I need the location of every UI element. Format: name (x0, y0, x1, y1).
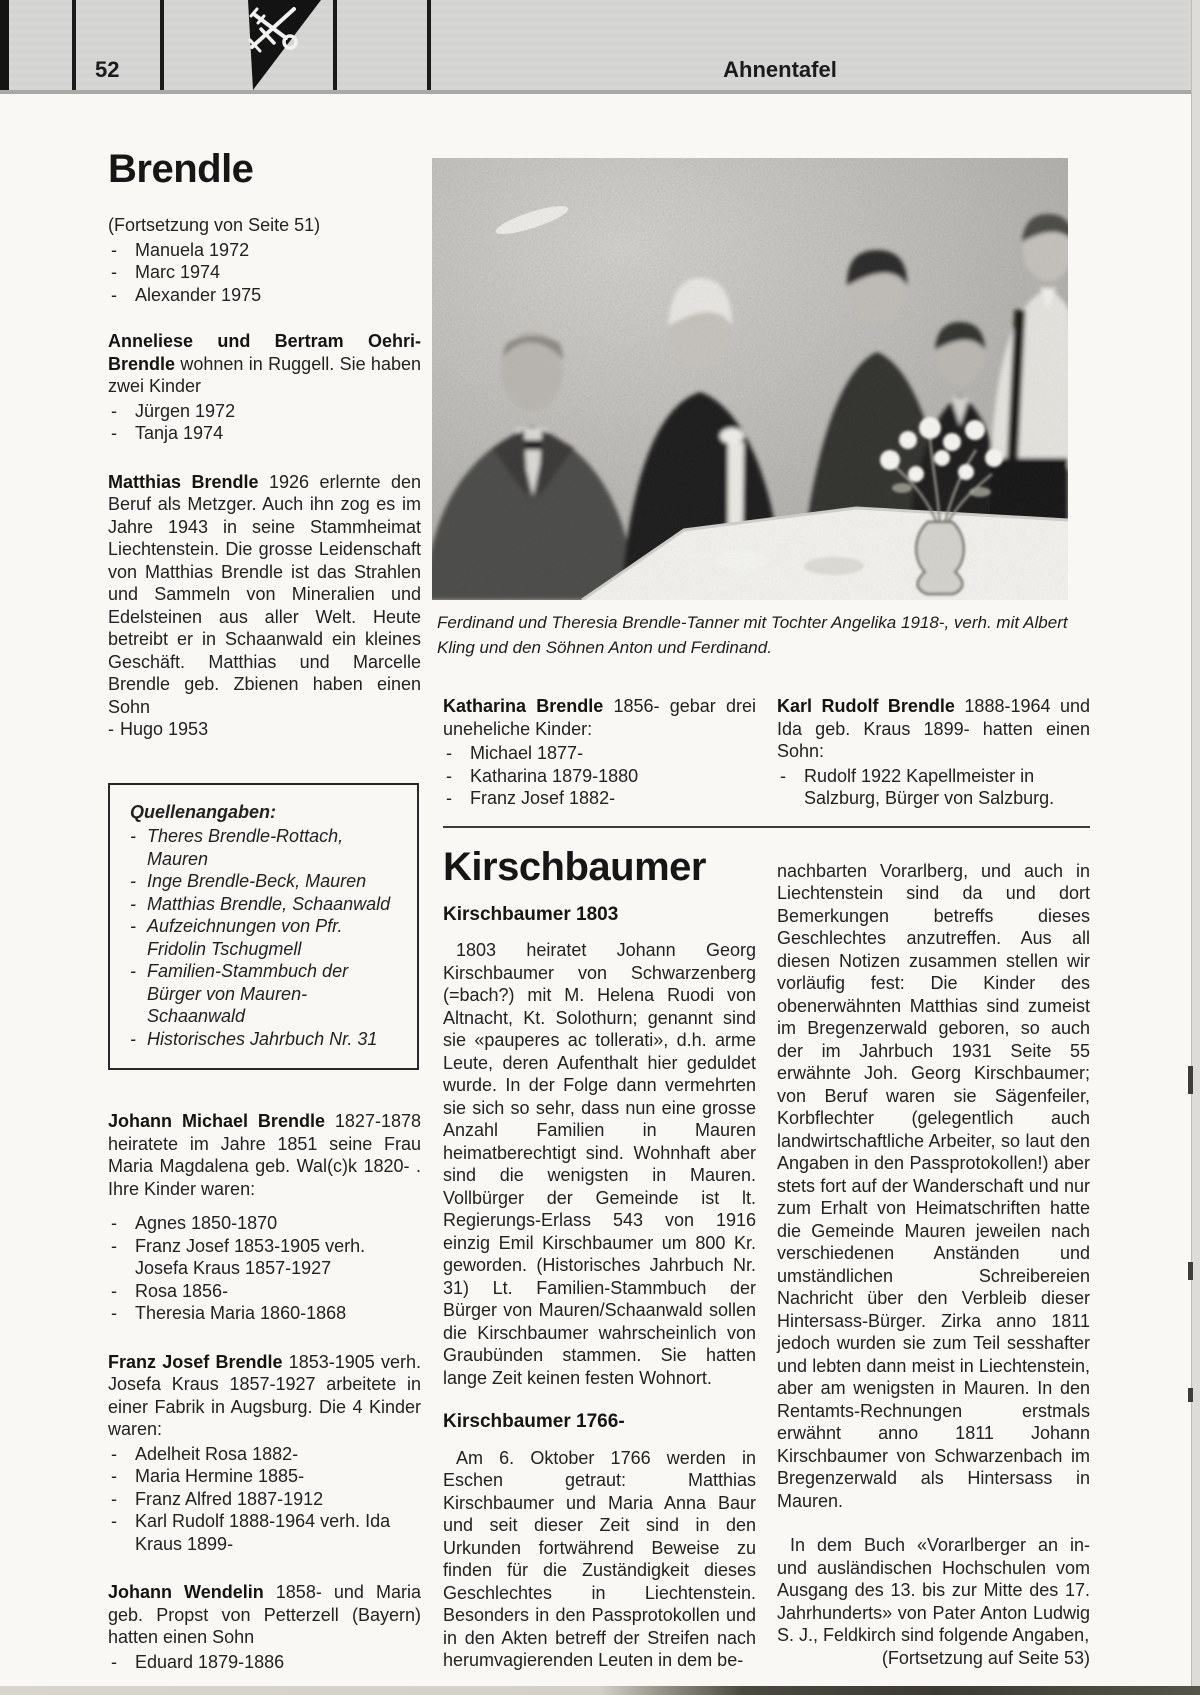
source-item: - Theres Brendle-Rottach, Mauren (130, 825, 403, 870)
family-title-kirschbaumer: Kirschbaumer (443, 844, 706, 889)
right-column (777, 695, 1090, 1669)
paragraph-text: 1858- und Maria geb. Propst von Petterzell (Bayern) hatten einen Sohn (108, 1582, 421, 1647)
header-divider (333, 0, 337, 90)
spacer (108, 1325, 421, 1351)
children-list (108, 1651, 421, 1674)
children-list (108, 1212, 421, 1325)
scan-artifact (1188, 1388, 1193, 1402)
list-item: - Adelheit Rosa 1882- (108, 1443, 421, 1466)
spacer (108, 306, 421, 330)
section-subheading: Kirschbaumer 1766- (443, 1411, 625, 1432)
family-title-brendle: Brendle (108, 147, 254, 191)
section-subheading: Kirschbaumer 1803 (443, 903, 619, 925)
list-item: - Jürgen 1972 (108, 400, 421, 423)
page-header-title: Ahnentafel (723, 57, 837, 82)
paragraph: nachbarten Vorarlberg, und auch in Liechtenstein sind da und dort Bemerkungen betreffs dieses Geschlechtes anzutreffen. Aus all diesen Notizen zusammen stellen wir vorläufig fest: Die Kinder des obenerwähnten Matthias sind zumeist im Bregenzerwald geboren, so auch der im Jahrbuch 1931 Seite 55 erwähnte Joh. Georg Kirschbaumer; von Beruf waren sie Sägenfeiler, Korbflechter (gelegentlich auch landwirtschaftliche Arbeiter, so laut den Angaben in den Passprotokollen!) aber stets fort auf der Wanderschaft und nur zum Erhalt von Heimatschriften hatte die Gemeinde Mauren jeweilen nach verschiedenen Anständen und umständlichen Schreibereien Nachricht über den Verbleib dieser Hintersass-Bürger. Zirka anno 1811 jedoch wurden sie zum Teil sesshafter und lebten dann meist in Liechtenstein, aber am wenigsten in Mauren. In den Rentamts-Rechnungen erstmals erwähnt anno 1811 Johann Kirschbaumer von Schwarzenbach im Bregenzerwald als Hintersass in Mauren. (777, 860, 1090, 1511)
scan-bottom-edge (0, 1686, 1200, 1695)
paragraph-text: 1853-1905 verh. Josefa Kraus 1857-1927 arbeitete in einer Fabrik in Augsburg. Die 4 Kinder waren: (108, 1351, 421, 1439)
paragraph-text: wohnen in Ruggell. Sie haben zwei Kinder (108, 353, 421, 396)
paragraph (777, 695, 1090, 763)
children-list (108, 239, 421, 307)
paragraph (108, 330, 421, 398)
sources-box (108, 783, 419, 1071)
person-name: Johann Michael Brendle (108, 1111, 325, 1131)
list-item: - Marc 1974 (108, 261, 421, 284)
children-list (777, 765, 1090, 810)
header-decoration (0, 0, 1200, 90)
sources-title: Quellenangaben: (130, 801, 277, 822)
header-divider (427, 0, 431, 90)
paragraph: Am 6. Oktober 1766 werden in Eschen getraut: Matthias Kirschbaumer und Maria Anna Baur und seit dieser Zeit sind in den Urkunden fortwährend Beweise zu finden für die Zuständigkeit dieses Geschlechtes in Liechtenstein. Besonders in den Passprotokollen und in den Akten betreff der Streifen nach herumvagierenden Leuten in dem be- (443, 1447, 756, 1670)
list-item: - Franz Alfred 1887-1912 (108, 1488, 421, 1511)
source-item: - Matthias Brendle, Schaanwald (130, 893, 403, 916)
list-item: - Michael 1877- (443, 742, 756, 765)
header-bar (0, 0, 1200, 94)
header-divider (160, 0, 164, 90)
paragraph-text: 1888-1964 und Ida geb. Kraus 1899- hatten einen Sohn: (777, 696, 1090, 761)
paragraph-text: 1926 erlernte den Beruf als Metzger. Auch ihn zog es im Jahre 1943 in seine Stammheimat Liechtenstein. Die grosse Leidenschaft von Matthias Brendle ist das Strahlen und Sammeln von Mineralien und Edelsteinen aus aller Welt. Heute betreibt er in Schaanwald ein kleines Geschäft. Matthias und Marcelle Brendle geb. Zbienen haben einen Sohn (108, 471, 422, 717)
page-number: 52 (95, 57, 120, 82)
list-item: - Tanja 1974 (108, 422, 421, 445)
person-name: Anneliese und Bertram Oehri-Brendle (108, 331, 421, 374)
continuation-note: (Fortsetzung auf Seite 53) (881, 1647, 1090, 1668)
children-list (108, 400, 421, 445)
paragraph (108, 1351, 421, 1441)
list-item: - Franz Josef 1853-1905 verh. Josefa Kraus 1857-1927 (108, 1235, 421, 1280)
children-list (443, 742, 756, 810)
header-divider (72, 0, 76, 90)
spacer (108, 1200, 421, 1210)
list-item: - Theresia Maria 1860-1868 (108, 1302, 421, 1325)
spacer (777, 810, 1090, 860)
list-item: - Eduard 1879-1886 (108, 1651, 421, 1674)
left-column (108, 148, 421, 1673)
source-item: - Familien-Stammbuch der Bürger von Mauren-Schaanwald (130, 960, 403, 1028)
middle-column (443, 695, 756, 1672)
person-name: Franz Josef Brendle (108, 1351, 283, 1372)
spacer (777, 1512, 1090, 1534)
spacer (108, 445, 421, 471)
spacer (443, 1389, 756, 1411)
paragraph (108, 471, 421, 719)
header-left-black-edge (0, 0, 9, 90)
spacer (108, 1555, 421, 1581)
person-name: Matthias Brendle (108, 471, 259, 492)
list-item: - Manuela 1972 (108, 239, 421, 262)
continuation-note: (Fortsetzung von Seite 51) (108, 215, 321, 235)
list-item: - Rudolf 1922 Kapellmeister in Salzburg, Bürger von Salzburg. (777, 765, 1090, 810)
person-name: Johann Wendelin (108, 1582, 264, 1602)
list-item: - Katharina 1879-1880 (443, 765, 756, 788)
person-name: Katharina Brendle (443, 696, 604, 716)
family-photo (432, 158, 1068, 600)
paragraph: In dem Buch «Vorarlberger an in- und ausländischen Hochschulen vom Ausgang des 13. bis zur Mitte des 17. Jahrhunderts» von Pater Anton Ludwig S. J., Feldkirch sind folgende Angaben, (777, 1535, 1090, 1645)
scan-artifact (1188, 1262, 1193, 1280)
list-item: - Agnes 1850-1870 (108, 1212, 421, 1235)
spacer (108, 1070, 421, 1110)
list-item: - Hugo 1953 (108, 718, 421, 741)
paragraph (108, 1110, 421, 1200)
photo-caption: Ferdinand und Theresia Brendle-Tanner mit Tochter Angelika 1918-, verh. mit Albert Kling und den Söhnen Anton und Ferdinand. (437, 613, 1068, 657)
spacer (443, 1434, 756, 1447)
photo-grain-overlay (432, 158, 1068, 600)
scan-edge-band (1191, 0, 1200, 1695)
list-item: - Rosa 1856- (108, 1280, 421, 1303)
children-list (108, 1443, 421, 1556)
scan-artifact (1188, 1066, 1193, 1094)
person-name: Karl Rudolf Brendle (777, 696, 955, 716)
source-item: - Historisches Jahrbuch Nr. 31 (130, 1028, 403, 1051)
paragraph (108, 1581, 421, 1649)
spacer (443, 926, 756, 939)
source-item: - Inge Brendle-Beck, Mauren (130, 870, 403, 893)
paragraph-text: 1827-1878 heiratete im Jahre 1851 seine Frau Maria Magdalena geb. Wal(c)k 1820- . Ihre Kinder waren: (108, 1111, 421, 1199)
paragraph: 1803 heiratet Johann Georg Kirschbaumer von Schwarzenberg (=bach?) mit M. Helena Ruodi von Altnacht, Kt. Solothurn; genannt sind sie «pauperes ac tollerati», d.h. arme Leute, deren Aufenthalt hier geduldet wurde. In der Folge dann vermehrten sie sich so sehr, dass nun eine grosse Anzahl Familien in Mauren heimatberechtigt sind. Wohnhaft aber sind die wenigsten in Mauren. Vollbürger der Gemeinde ist lt. Regierungs-Erlass 543 von 1916 einzig Emil Kirschbaumer um 800 Kr. geworden. (Historisches Jahrbuch Nr. 31) Lt. Familien-Stammbuch der Bürger von Mauren/Schaanwald sollen die Kirschbaumer wahrscheinlich von Graubünden stammen. Sie hatten lange Zeit keinen festen Wohnort. (443, 940, 756, 1388)
source-item: - Aufzeichnungen von Pfr. Fridolin Tschugmell (130, 915, 403, 960)
list-item: - Alexander 1975 (108, 284, 421, 307)
paragraph-text: 1856- gebar drei uneheliche Kinder: (443, 696, 757, 739)
paragraph (443, 695, 756, 740)
list-item: - Maria Hermine 1885- (108, 1465, 421, 1488)
list-item: - Franz Josef 1882- (443, 787, 756, 810)
list-item: - Karl Rudolf 1888-1964 verh. Ida Kraus 1899- (108, 1510, 421, 1555)
